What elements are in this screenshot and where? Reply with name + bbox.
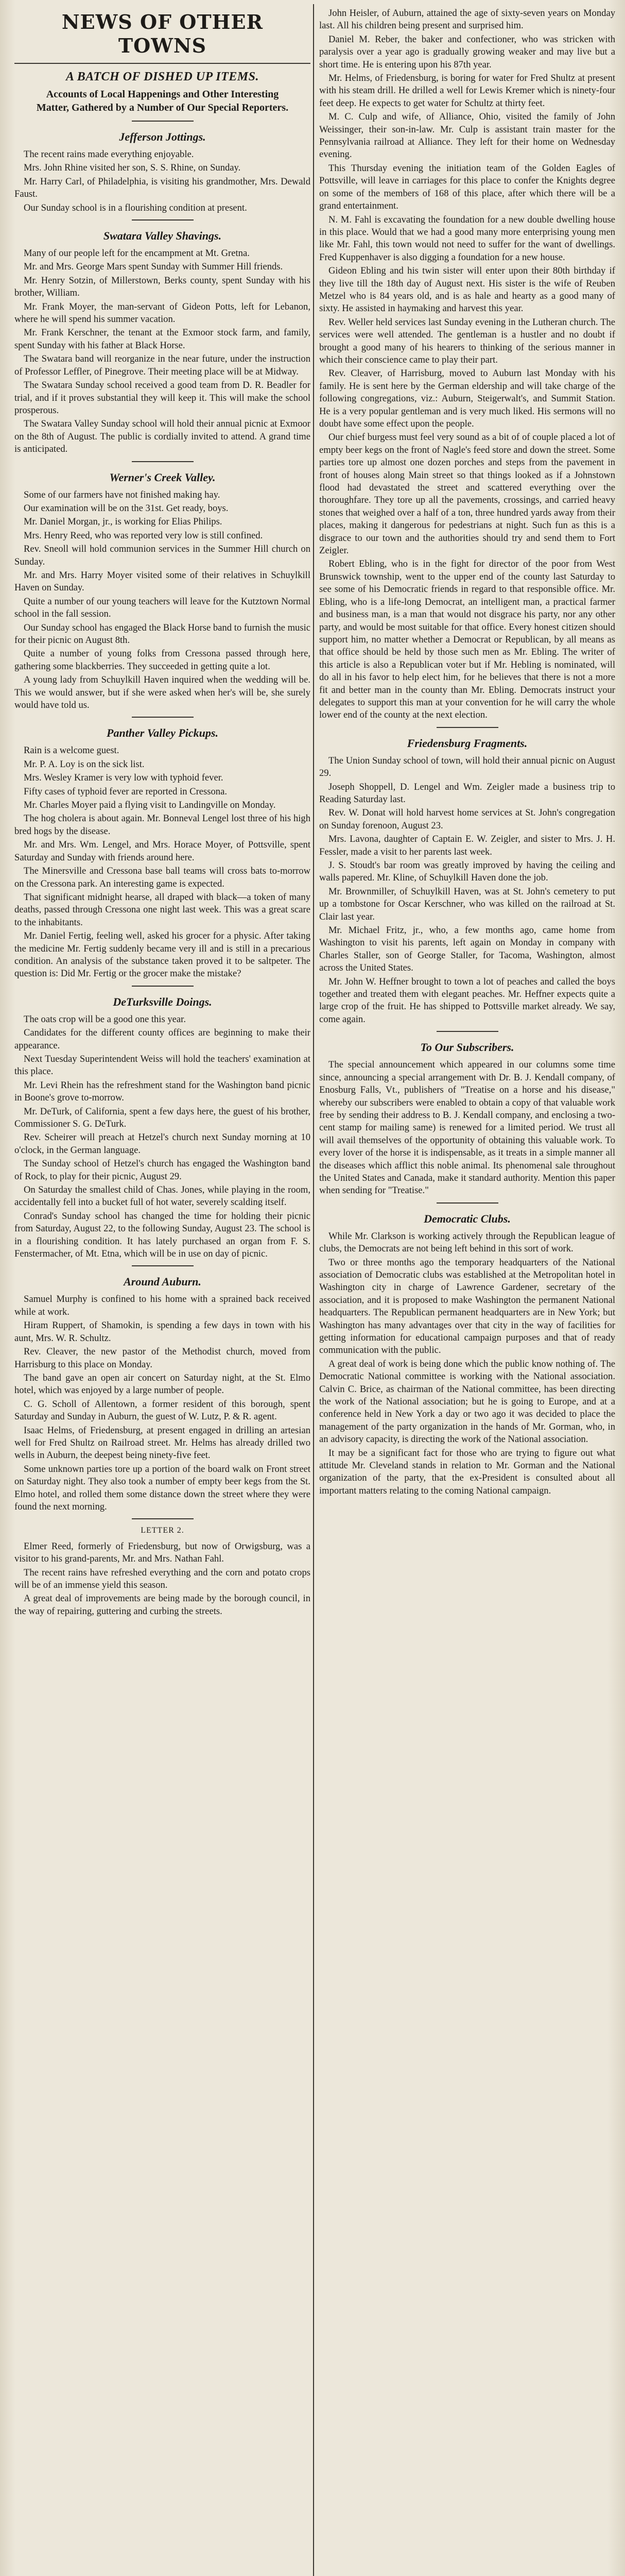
news-item: That significant midnight hearse, all draped with black—a token of many deaths, passed through Cressona one night last week. This was a great scare to the inhabitants. bbox=[14, 891, 310, 928]
news-item: Elmer Reed, formerly of Friedensburg, but now of Orwigsburg, was a visitor to his grand-parents, Mr. and Mrs. Nathan Fahl. bbox=[14, 1540, 310, 1565]
section-body bbox=[14, 744, 310, 980]
right-items-b bbox=[319, 755, 615, 1026]
news-item: Mr. Brownmiller, of Schuylkill Haven, was at St. John's cemetery to put up a tombstone for Oscar Kerschner, who was killed on the railroad at St. Clair last year. bbox=[319, 886, 615, 922]
section-rule bbox=[437, 1202, 498, 1204]
news-item: Fifty cases of typhoid fever are reported in Cressona. bbox=[24, 786, 227, 797]
right-items-c bbox=[319, 1059, 615, 1197]
news-item: Mr. and Mrs. Wm. Lengel, and Mrs. Horace Moyer, of Pottsville, spent Saturday and Sunday with friends around here. bbox=[14, 839, 310, 863]
news-item: Rev. Sneoll will hold communion services in the Summer Hill church on Sunday. bbox=[14, 544, 310, 567]
news-item: Mr. Harry Carl, of Philadelphia, is visiting his grandmother, Mrs. Dewald Faust. bbox=[14, 176, 310, 200]
news-item: Mr. Michael Fritz, jr., who, a few months ago, came home from Washington to visit his parents, left again on Monday in company with Charles Staller, son of George Staller, for Tacoma, Washington, almost across the United States. bbox=[319, 925, 615, 974]
section-body bbox=[14, 1013, 310, 1261]
news-item: Our chief burgess must feel very sound as a bit of of couple placed a lot of empty beer kegs on the front of Nagle's feed store and down the street. Some parties tore up almost one dozen porches and steps from the pavement in front of houses along Main street so that things looked as if a Johnstown flood had devastated the street and scattered everything over the thoroughfare. They tore up all the pavements, crossings, and carried heavy stones that weighed over a half of a ton, three hundred yards away from their places, making it dangerous for pedestrians at night. Such fun as this is a disgrace to our town and the authorities should try and send them to Fort Zeigler. bbox=[319, 432, 615, 556]
letter-label: LETTER 2. bbox=[141, 1526, 184, 1535]
news-item: Joseph Shoppell, D. Lengel and Wm. Zeigler made a business trip to Reading Saturday last. bbox=[319, 781, 615, 805]
section-rule bbox=[132, 219, 194, 221]
news-item: Mr. DeTurk, of California, spent a few days here, the guest of his brother, Commissioner S. G. DeTurk. bbox=[14, 1106, 310, 1129]
subscribers-heading: To Our Subscribers. bbox=[420, 1041, 514, 1054]
news-item: The oats crop will be a good one this year. bbox=[24, 1013, 186, 1025]
news-item: Rev. W. Donat will hold harvest home services at St. John's congregation on Sunday forenoon, August 23. bbox=[319, 807, 615, 831]
news-item: It may be a significant fact for those who are trying to figure out what attitude Mr. Cleveland stands in relation to Mr. Gorman and the National organization of the party, that the ex-President is consulted about all important matters relating to the coming National campaign. bbox=[319, 1447, 615, 1496]
section-rule bbox=[132, 717, 194, 718]
news-item: On Saturday the smallest child of Chas. Jones, while playing in the room, accidentally fell into a bucket full of hot water, severely scalding itself. bbox=[14, 1184, 310, 1208]
news-item: Mr. P. A. Loy is on the sick list. bbox=[24, 758, 145, 770]
news-item: Next Tuesday Superintendent Weiss will hold the teachers' examination at this place. bbox=[14, 1053, 310, 1077]
news-item: The recent rains made everything enjoyable. bbox=[24, 149, 194, 160]
news-item: Quite a number of our young teachers will leave for the Kutztown Normal school in the fall session. bbox=[14, 596, 310, 620]
section-body bbox=[14, 148, 310, 214]
section-heading: Swatara Valley Shavings. bbox=[103, 229, 222, 243]
deck-rule bbox=[132, 121, 194, 122]
news-item: The recent rains have refreshed everything and the corn and potato crops will be of an immense yield this season. bbox=[14, 1567, 310, 1590]
column-rule bbox=[313, 4, 314, 2576]
section-body bbox=[14, 1293, 310, 1513]
news-item: Robert Ebling, who is in the fight for director of the poor from West Brunswick township, went to the upper end of the county last Saturday to see some of his Democratic friends in regard to that responsible office. Mr. Ebling, who is a life-long Democrat, an intelligent man, a practical farmer and business man, is a man that would not disgrace his party, nor any other party, and would be most suitable for that office. Every honest citizen should support him, no matter whether a Democrat or Republican, by all means as that office should be held by those such men as Mr. Ebling. The writer of this article is also a Republican voter but if Mr. Hebling is nominated, will do all in his favor to help elect him, for he believes that there is not a more fit and better man in the county than Mr. Ebling. Democrats instruct your delegates to support this man at your convention for he will carry the whole lower end of the county at the next election. bbox=[319, 558, 615, 721]
news-item: Mrs. Wesley Kramer is very low with typhoid fever. bbox=[24, 772, 223, 784]
news-item: Candidates for the different county offices are beginning to make their appearance. bbox=[14, 1027, 310, 1051]
news-item: A great deal of improvements are being made by the borough council, in the way of repairing, guttering and curbing the streets. bbox=[14, 1593, 310, 1617]
news-item: While Mr. Clarkson is working actively through the Republican league of clubs, the Democrats are not being left behind in this sort of work. bbox=[319, 1230, 615, 1255]
news-item: The Minersville and Cressona base ball teams will cross bats to-morrow on the Cressona park. An interesting game is expected. bbox=[14, 866, 310, 889]
news-item: The Union Sunday school of town, will hold their annual picnic on August 29. bbox=[319, 755, 615, 779]
section-rule bbox=[132, 1265, 194, 1266]
deck: Accounts of Local Happenings and Other Interesting Matter, Gathered by a Number of Our Special Reporters. bbox=[36, 89, 289, 113]
news-item: A young lady from Schuylkill Haven inquired when the wedding will be. This we would answer, but if she were asked when her's will be, she surely would have told us. bbox=[14, 674, 310, 711]
news-item: Two or three months ago the temporary headquarters of the National association of Democratic clubs was established at the Metropolitan hotel in Washington city in charge of Lawrence Gardener, secretary of the association, and it is proposed to make Washington the permanent National headquarters. The Republican permanent headquarters are in New York; but Washington has many advantages over that city in the way of facilities for getting information for educational campaign purposes and that of ready communication with the public. bbox=[319, 1257, 615, 1356]
news-item: The Swatara Valley Sunday school will hold their annual picnic at Exmoor on the 8th of August. The public is cordially invited to attend. A grand time is anticipated. bbox=[14, 418, 310, 455]
section-heading: Werner's Creek Valley. bbox=[109, 470, 216, 484]
news-item: Mr. Frank Kerschner, the tenant at the Exmoor stock farm, and family, spent Sunday with his father at Black Horse. bbox=[14, 327, 310, 351]
news-item: Our examination will be on the 31st. Get ready, boys. bbox=[24, 502, 229, 514]
news-item: Mr. Henry Sotzin, of Millerstown, Berks county, spent Sunday with his brother, William. bbox=[14, 275, 310, 299]
news-item: Our Sunday school is in a flourishing condition at present. bbox=[24, 202, 247, 213]
news-item: Mr. John W. Heffner brought to town a lot of peaches and called the boys together and treated them with elegant peaches. Mr. Heffner expects quite a large crop of the fruit. He has shipped to Pottsville market already. We say, come again. bbox=[319, 976, 615, 1025]
news-item: The hog cholera is about again. Mr. Bonneval Lengel lost three of his high bred hogs by the disease. bbox=[14, 813, 310, 837]
news-item: Mr. Helms, of Friedensburg, is boring for water for Fred Shultz at present with his steam drill. He drilled a well for Lewis Kremer which is ninety-four feet deep. He expects to get water for Schultz at thirty feet. bbox=[319, 73, 615, 109]
masthead-rule bbox=[14, 63, 310, 64]
section-body bbox=[14, 1540, 310, 1618]
section-heading: Around Auburn. bbox=[124, 1275, 201, 1289]
news-item: Mr. Daniel Morgan, jr., is working for Elias Philips. bbox=[24, 516, 222, 528]
news-item: Many of our people left for the encampment at Mt. Gretna. bbox=[24, 248, 250, 259]
news-item: Rev. Scheirer will preach at Hetzel's church next Sunday morning at 10 o'clock, in the German language. bbox=[14, 1132, 310, 1156]
section-heading: Panther Valley Pickups. bbox=[107, 726, 218, 740]
section-heading: DeTurksville Doings. bbox=[113, 995, 212, 1008]
news-item: John Heisler, of Auburn, attained the age of sixty-seven years on Monday last. All his children being present and surprised him. bbox=[319, 8, 615, 31]
section-rule bbox=[132, 1518, 194, 1519]
section-body bbox=[14, 489, 310, 712]
news-item: Mr. Daniel Fertig, feeling well, asked his grocer for a physic. After taking the medicine Mr. Fertig suddenly became very ill and is still in a precarious condition. An analysis of the substance taken proved it to be saltpeter. The question is: Did Mr. Fertig or the grocer make the mistake? bbox=[14, 930, 310, 979]
news-item: Mrs. Lavona, daughter of Captain E. W. Zeigler, and sister to Mrs. J. H. Fessler, made a visit to her parents last week. bbox=[319, 834, 615, 857]
news-item: Mr. Charles Moyer paid a flying visit to Landingville on Monday. bbox=[24, 800, 276, 811]
news-item: Mr. and Mrs. Harry Moyer visited some of their relatives in Schuylkill Haven on Sunday. bbox=[14, 569, 310, 594]
clubs-heading: Democratic Clubs. bbox=[424, 1212, 511, 1225]
section-body bbox=[14, 247, 310, 456]
news-item: Mrs. Henry Reed, who was reported very low is still confined. bbox=[24, 530, 263, 541]
news-item: Isaac Helms, of Friedensburg, at present engaged in drilling an artesian well for Fred Shultz on Railroad street. Mr. Helms has already drilled two wells in Auburn, the deepest being ninety-five feet. bbox=[14, 1425, 310, 1461]
left-column bbox=[14, 7, 310, 2576]
news-item: The band gave an open air concert on Saturday night, at the St. Elmo hotel, which was enjoyed by a large number of people. bbox=[14, 1372, 310, 1396]
news-item: Conrad's Sunday school has changed the time for holding their picnic from Saturday, August 22, to the following Sunday, August 23. The school is in a flourishing condition. It has lately purchased an organ from F. S. Fenstermacher, of Mt. Etna, which will be in use on day of picnic. bbox=[14, 1210, 310, 1260]
right-column bbox=[319, 7, 615, 2576]
fragments-heading: Friedensburg Fragments. bbox=[407, 736, 528, 750]
section-heading: Jefferson Jottings. bbox=[119, 130, 206, 143]
news-item: Mr. and Mrs. George Mars spent Sunday with Summer Hill friends. bbox=[24, 261, 283, 273]
section-rule bbox=[437, 1031, 498, 1032]
news-item: J. S. Stoudt's bar room was greatly improved by having the ceiling and walls papered. Mr. Kline, of Schuylkill Haven done the job. bbox=[319, 860, 615, 884]
news-item: Mrs. John Rhine visited her son, S. S. Rhine, on Sunday. bbox=[24, 162, 241, 174]
right-items-d bbox=[319, 1230, 615, 1498]
news-item: The special announcement which appeared in our columns some time since, announcing a special arrangement with Dr. B. J. Kendall company, of Enosburg Falls, Vt., publishers of "Treatise on a horse and his disease," whereby our subscribers were enabled to obtain a copy of that valuable work free by sending their address to B. J. Kendall company, and enclosing a two-cent stamp for mailing same) is renewed for a limited period. We trust all will avail themselves of the opportunity of obtaining this valuable work. To every lover of the horse it is indispensable, as it treats in a simple manner all the diseases which afflict this noble animal. Its phenomenal sale throughout the United States and Canada, make it standard authority. Mention this paper when sending for "Treatise." bbox=[319, 1059, 615, 1196]
news-item: Samuel Murphy is confined to his home with a sprained back received while at work. bbox=[14, 1294, 310, 1317]
news-item: Rain is a welcome guest. bbox=[24, 745, 119, 756]
news-item: Rev. Cleaver, of Harrisburg, moved to Auburn last Monday with his family. He is sent here by the German eldership and will take charge of the following congregations, viz.: Auburn, Steigerwalt's, and Summit Station. He is a very popular gentleman and is very much liked. His sermons will no doubt have some effect upon the people. bbox=[319, 368, 615, 429]
left-sections bbox=[14, 130, 310, 1618]
subhead: A BATCH OF DISHED UP ITEMS. bbox=[66, 70, 259, 83]
section-rule bbox=[132, 986, 194, 987]
news-item: Hiram Ruppert, of Shamokin, is spending a few days in town with his aunt, Mrs. W. R. Schultz. bbox=[14, 1320, 310, 1344]
right-items-a bbox=[319, 7, 615, 722]
masthead: NEWS OF OTHER TOWNS bbox=[61, 10, 264, 57]
news-item: C. G. Scholl of Allentown, a former resident of this borough, spent Saturday and Sunday in Auburn, the guest of W. Lutz, P. & R. agent. bbox=[14, 1398, 310, 1422]
news-item: Some unknown parties tore up a portion of the board walk on Front street on Saturday night. They also took a number of empty beer kegs from the St. Elmo hotel, and rolled them some distance down the street where they were found the next morning. bbox=[14, 1463, 310, 1512]
news-item: Rev. Cleaver, the new pastor of the Methodist church, moved from Harrisburg to this place on Monday. bbox=[14, 1346, 310, 1370]
news-item: N. M. Fahl is excavating the foundation for a new double dwelling house in this place. Would that we had a good many more enterprising young men like Mr. Fahl, this town would not need to suffer for the want of dwellings. Fred Kuppenhaver is also digging a foundation for a new house. bbox=[319, 214, 615, 263]
news-item: The Sunday school of Hetzel's church has engaged the Washington band of Rock, to play for their picnic, August 29. bbox=[14, 1158, 310, 1182]
news-item: Quite a number of young folks from Cressona passed through here, gathering some blackberries. They succeeded in getting quite a lot. bbox=[14, 648, 310, 672]
news-item: M. C. Culp and wife, of Alliance, Ohio, visited the family of John Weissinger, their son-in-law. Mr. Culp is assistant train master for the Pennsylvania railroad at Alliance. They left for their home on Wednesday evening. bbox=[319, 111, 615, 160]
news-item: Daniel M. Reber, the baker and confectioner, who was stricken with paralysis over a year ago is gradually growing weaker and may live but a short time. He is entering upon his 87th year. bbox=[319, 33, 615, 70]
news-item: Our Sunday school has engaged the Black Horse band to furnish the music for their picnic on August 8th. bbox=[14, 622, 310, 646]
news-item: Gideon Ebling and his twin sister will enter upon their 80th birthday if they live till the 18th day of August next. His sister is the wife of Reuben Metzel who is 84 years old, and is as hale and hearty as a good many of sixty. He assisted in haymaking and harvest this year. bbox=[319, 265, 615, 314]
news-item: This Thursday evening the initiation team of the Golden Eagles of Pottsville, will leave in carriages for this place to confer the Knights degree on some of the members of 168 of this place, after which there will be a grand entertainment. bbox=[319, 162, 615, 212]
news-item: Some of our farmers have not finished making hay. bbox=[24, 489, 220, 500]
news-item: The Swatara band will reorganize in the near future, under the instruction of Professor Leffler, of Pinegrove. Their meeting place will be at Midway. bbox=[14, 353, 310, 377]
section-rule bbox=[437, 727, 498, 728]
news-item: Mr. Frank Moyer, the man-servant of Gideon Potts, left for Lebanon, where he will spend his summer vacation. bbox=[14, 301, 310, 325]
news-item: Rev. Weller held services last Sunday evening in the Lutheran church. The services were well attended. The gentleman is a hustler and no doubt if brought a good many of his hearers to thinking of the serious manner in which their conscience came to play their part. bbox=[319, 316, 615, 365]
section-rule bbox=[132, 461, 194, 462]
news-item: Mr. Levi Rhein has the refreshment stand for the Washington band picnic in Boone's grove to-morrow. bbox=[14, 1079, 310, 1104]
news-item: A great deal of work is being done which the public know nothing of. The Democratic National committee is working with the National association. Calvin C. Brice, as chairman of the National committee, has been directing the work of the National association; but he is going to Europe, and at a conference held in New York a day or two ago it was decided to place the management of the party organization in the hands of Mr. Gorman, who, in an advisory capacity, is directing the work of the National association. bbox=[319, 1358, 615, 1445]
news-item: The Swatara Sunday school received a good team from D. R. Beadler for trial, and if it proves substantial they will keep it. This will make the school prosperous. bbox=[14, 380, 310, 416]
